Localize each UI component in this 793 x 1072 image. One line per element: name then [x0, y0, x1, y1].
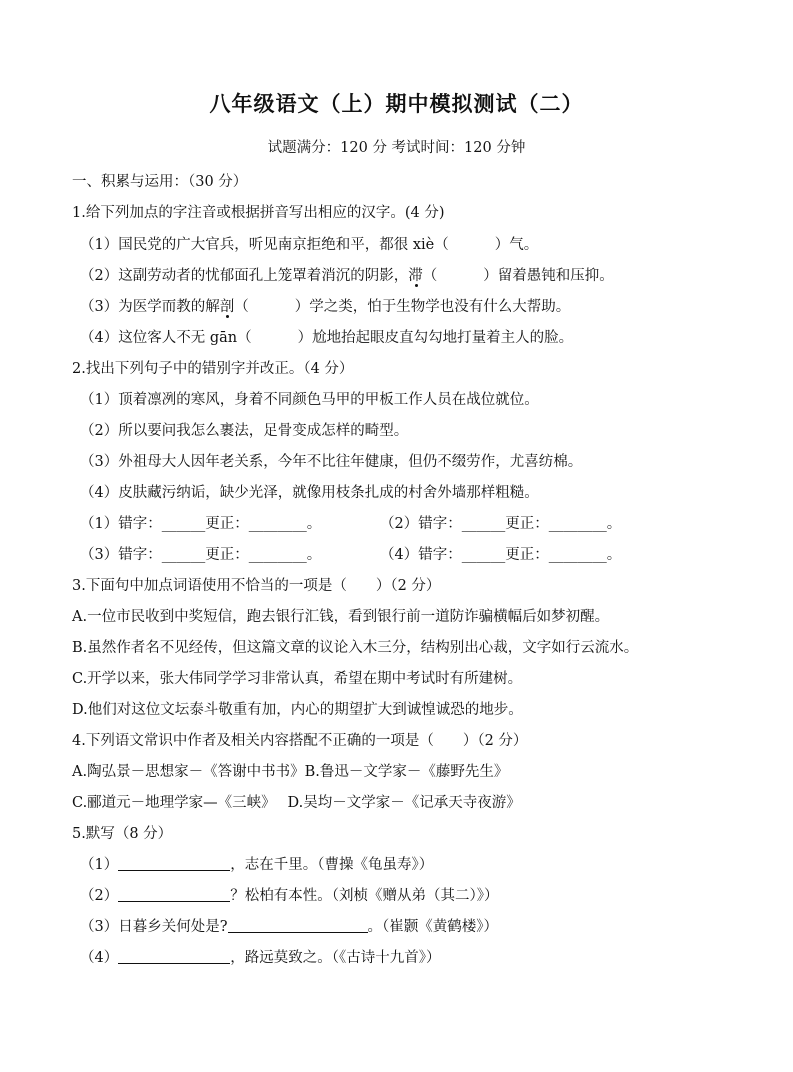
- item-text: （2）这副劳动者的忧郁面孔上笼罩着消沉的阴影，: [80, 268, 409, 284]
- item-text: （4）这位客人不无 gān（: [80, 330, 252, 346]
- question-4-options-ab: A.陶弘景－思想家－《答谢中书书》B.鲁迅－文学家－《藤野先生》: [72, 764, 509, 780]
- fill-blank[interactable]: [118, 887, 230, 902]
- item-text: （2）: [80, 888, 119, 904]
- section-heading: 一、积累与运用：（30 分）: [72, 174, 248, 190]
- item-text: ？松柏有本性。（刘桢《赠从弟（其二）》）: [230, 888, 499, 904]
- item-text: ）学之类，怕于生物学也没有什么大帮助。: [294, 299, 571, 315]
- item-text: ）尬地抬起眼皮直勾勾地打量着主人的脸。: [297, 330, 574, 346]
- item-text: （: [422, 268, 438, 284]
- question-4-stem: 4.下列语文常识中作者及相关内容搭配不正确的一项是（ ）（2 分）: [72, 733, 528, 749]
- item-text: ，路远莫致之。（《古诗十九首》）: [230, 950, 441, 966]
- fill-blank[interactable]: [118, 949, 230, 964]
- question-2-item-2: （2）所以要问我怎么裹法，足骨变成怎样的畸型。: [80, 423, 409, 439]
- item-text: ，志在千里。（曹操《龟虽寿》）: [230, 857, 434, 873]
- question-4-options-cd: C.郦道元－地理学家—《三峡》 D.吴均－文学家－《记承天寺夜游》: [72, 795, 521, 811]
- question-1-item-2: [80, 264, 614, 285]
- question-1-stem: 1.给下列加点的字注音或根据拼音写出相应的汉字。(4 分): [72, 205, 445, 221]
- item-text: （1）: [80, 857, 119, 873]
- question-5-item-2: [80, 884, 498, 905]
- item-text: （: [234, 299, 249, 315]
- question-2-answer-row-2: [80, 543, 621, 564]
- item-text: （3）日暮乡关何处是?: [80, 919, 228, 935]
- item-text: ）留着愚钝和压抑。: [483, 268, 614, 284]
- fill-blank[interactable]: [118, 856, 230, 871]
- question-3-option-a: A.一位市民收到中奖短信，跑去银行汇钱，看到银行前一道防诈骗横幅后如梦初醒。: [72, 609, 610, 625]
- item-text: 。（崔颢《黄鹤楼》）: [367, 919, 498, 935]
- answer-line-1[interactable]: （1）错字：______更正：________。: [80, 516, 322, 532]
- fill-blank[interactable]: [228, 918, 368, 933]
- page-title: 八年级语文（上）期中模拟测试（二）: [209, 91, 584, 116]
- question-2-item-4: （4）皮肤藏污纳诟，缺少光泽，就像用枝条扎成的村舍外墙那样粗糙。: [80, 485, 539, 501]
- question-5-item-4: [80, 946, 440, 967]
- question-5-item-3: [80, 915, 498, 936]
- item-text: ）气。: [494, 237, 539, 253]
- exam-info: 试题满分：120 分 考试时间：120 分钟: [267, 140, 526, 156]
- question-2-item-3: （3）外祖母大人因年老关系，今年不比往年健康，但仍不缀劳作，尤喜纺棉。: [80, 454, 583, 470]
- question-3-option-d: D.他们对这位文坛泰斗敬重有加，内心的期望扩大到诚惶诚恐的地步。: [72, 702, 523, 718]
- question-5-stem: 5.默写（8 分）: [72, 826, 173, 842]
- dotted-char: 滞: [408, 268, 423, 284]
- answer-line-4[interactable]: （4）错字：______更正：________。: [380, 547, 622, 563]
- question-1-item-4: [80, 326, 573, 347]
- question-2-stem: 2.找出下列句子中的错别字并改正。（4 分）: [72, 361, 354, 377]
- item-text: （3）为医学而教的解: [80, 299, 220, 315]
- question-1-item-3: [80, 295, 570, 316]
- question-3-stem: 3.下面句中加点词语使用不恰当的一项是（ ）（2 分）: [72, 578, 441, 594]
- answer-line-2[interactable]: （2）错字：______更正：________。: [380, 516, 622, 532]
- question-5-item-1: [80, 853, 433, 874]
- question-3-option-c: C.开学以来，张大伟同学学习非常认真，希望在期中考试时有所建树。: [72, 671, 523, 687]
- answer-line-3[interactable]: （3）错字：______更正：________。: [80, 547, 322, 563]
- question-1-item-1: [80, 233, 538, 254]
- item-text: （4）: [80, 950, 119, 966]
- question-2-item-1: （1）顶着凛冽的寒风，身着不同颜色马甲的甲板工作人员在战位就位。: [80, 392, 539, 408]
- question-3-option-b: B.虽然作者名不见经传，但这篇文章的议论入木三分，结构别出心裁，文字如行云流水。: [72, 640, 639, 656]
- question-2-answer-row-1: [80, 512, 621, 533]
- item-text: （1）国民党的广大官兵，听见南京拒绝和平，都很 xiè（: [80, 237, 449, 253]
- dotted-char: 剖: [219, 299, 235, 315]
